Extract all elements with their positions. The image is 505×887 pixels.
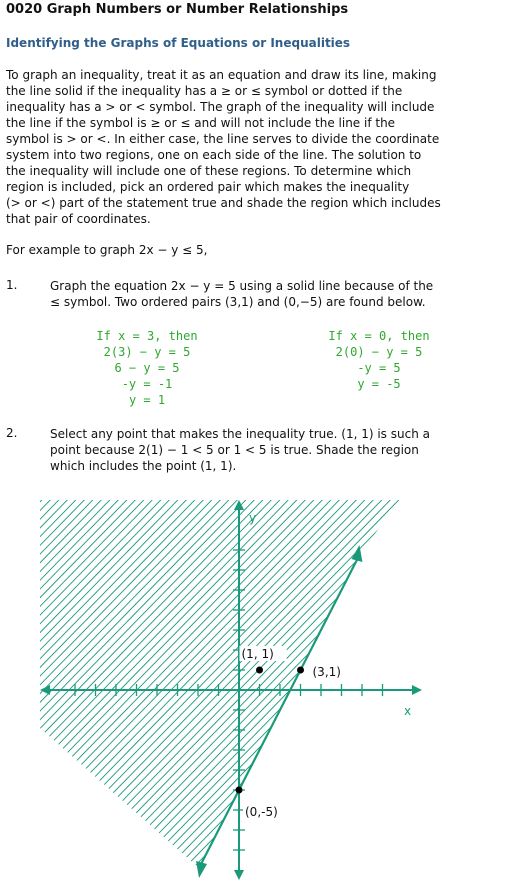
point-marker [297, 667, 304, 674]
step-line: ≤ symbol. Two ordered pairs (3,1) and (0,−5) are found below. [50, 295, 426, 309]
section-subtitle: Identifying the Graphs of Equations or Inequalities [6, 36, 351, 50]
intro-line: the line solid if the inequality has a ≥ or ≤ symbol or dotted if the [6, 84, 403, 98]
work-line: 6 − y = 5 [114, 361, 180, 375]
step-number: 2. [6, 426, 18, 440]
intro-line: the line if the symbol is ≥ or ≤ and will not include the line if the [6, 116, 396, 130]
work-line: -y = -1 [121, 377, 173, 391]
point-label: (0,-5) [245, 805, 278, 819]
intro-line: that pair of coordinates. [6, 212, 151, 226]
line-arrow-bottom [196, 861, 207, 878]
intro-line: system into two regions, one on each side of the line. The solution to [6, 148, 422, 162]
page-title: 0020 Graph Numbers or Number Relationships [6, 2, 349, 17]
intro-line: inequality has a > or < symbol. The graph of the inequality will include [6, 100, 435, 114]
work-line: y = -5 [357, 377, 401, 391]
intro-line: the inequality will include one of these regions. To determine which [6, 164, 412, 178]
intro-line: To graph an inequality, treat it as an equation and draw its line, making [6, 68, 437, 82]
point-marker [236, 787, 243, 794]
intro-line: region is included, pick an ordered pair which makes the inequality [6, 180, 410, 194]
work-line: -y = 5 [357, 361, 401, 375]
work-line: y = 1 [128, 393, 166, 407]
intro-line: symbol is > or <. In either case, the line serves to divide the coordinate [6, 132, 440, 146]
step-text [50, 278, 500, 310]
y-axis-label: y [249, 511, 257, 525]
step-line: point because 2(1) − 1 < 5 or 1 < 5 is true. Shade the region [50, 443, 419, 457]
work-line: If x = 0, then [328, 329, 430, 343]
point-label: (3,1) [312, 665, 341, 679]
step-number: 1. [6, 278, 18, 292]
intro-paragraph [6, 67, 501, 227]
step-text [50, 426, 500, 474]
point-label: (1, 1) [241, 647, 274, 661]
work-line: 2(3) − y = 5 [103, 345, 191, 359]
point-marker [256, 667, 263, 674]
step-line: Select any point that makes the inequality true. (1, 1) is such a [50, 427, 430, 441]
step-line: Graph the equation 2x − y = 5 using a solid line because of the [50, 279, 434, 293]
work-line: 2(0) − y = 5 [335, 345, 423, 359]
intro-line: (> or <) part of the statement true and shade the region which includes [6, 196, 441, 210]
work-line: If x = 3, then [96, 329, 198, 343]
step-line: which includes the point (1, 1). [50, 459, 237, 473]
example-statement: For example to graph 2x − y ≤ 5, [6, 243, 208, 257]
work-left [92, 328, 202, 408]
x-axis-label: x [404, 704, 412, 718]
x-axis [40, 684, 422, 696]
work-right [324, 328, 434, 392]
inequality-graph [0, 495, 505, 887]
plotted-points [236, 646, 351, 819]
